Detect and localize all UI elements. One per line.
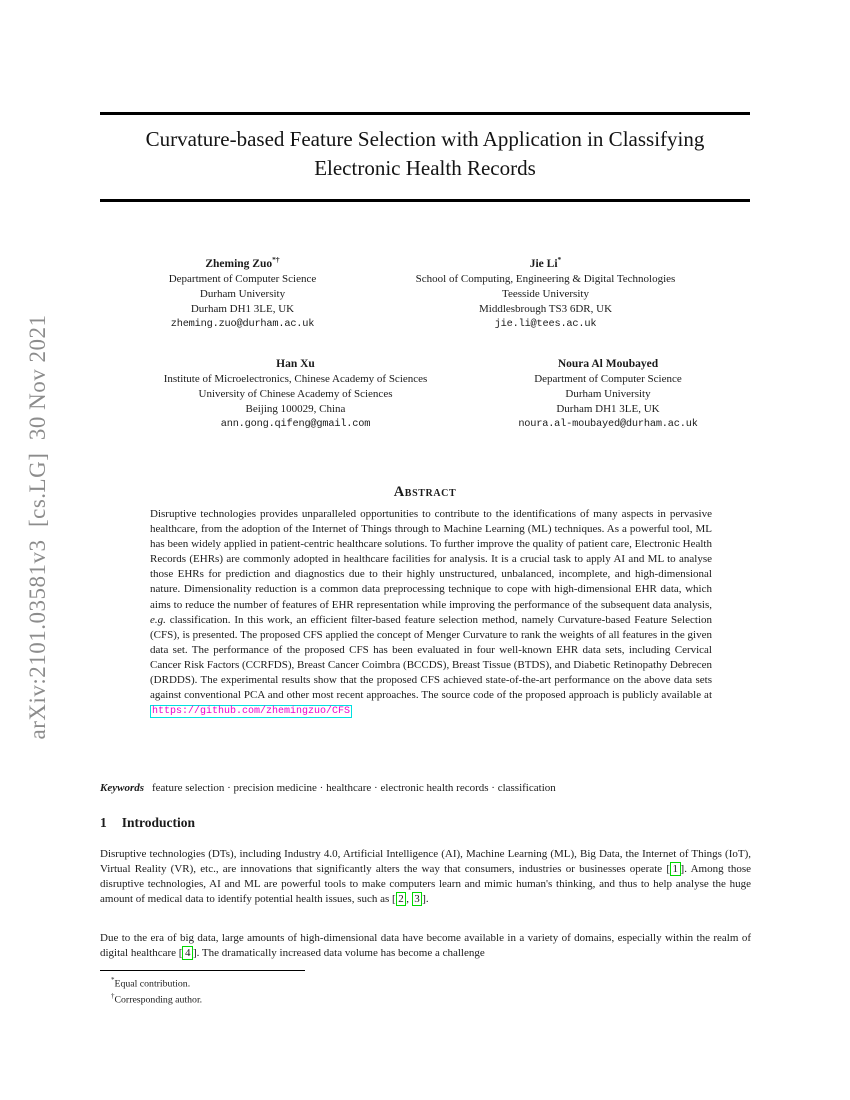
paper-title <box>100 125 750 183</box>
author-affiliation-line: Beijing 100029, China <box>245 402 346 415</box>
paragraph-text: ]. Among those disruptive technologies, AI and ML are powerful tools to make computers learn and mimic human's thinking, and thus to help analyse the huge amount of medical data to identify potential health issues, such as [ <box>100 863 751 905</box>
title-rule-bottom <box>100 199 750 202</box>
paragraph-text: ]. <box>422 893 429 905</box>
author-name-text: Noura Al Moubayed <box>557 357 659 370</box>
author-affiliation-line: Durham DH1 3LE, UK <box>190 302 295 315</box>
author-marks: *† <box>272 255 280 264</box>
intro-paragraph-1 <box>100 847 751 907</box>
paragraph-text: ]. The dramatically increased data volume has become a challenge <box>192 947 485 959</box>
author-marks: * <box>557 255 562 264</box>
paragraph-text: Disruptive technologies (DTs), including Industry 4.0, Artificial Intelligence (AI), Machine Learning (ML), Big Data, the Internet of Things (IoT), Virtual Reality (VR), etc., are innovations that significantly alters the way that consumers, industries or businesses operate [ <box>100 848 751 875</box>
author-name <box>100 252 385 272</box>
footnote-equal-contribution <box>100 974 750 990</box>
paper-title-line1: Curvature-based Feature Selection with Application in Classifying <box>145 127 705 151</box>
author-name-text: Zheming Zuo <box>205 257 273 270</box>
paragraph-text: Due to the era of big data, large amounts of high-dimensional data have become available in a variety of domains, especially within the realm of digital healthcare [ <box>100 932 751 959</box>
author-affiliation-line: Teesside University <box>502 287 589 300</box>
author-name <box>458 352 758 372</box>
keywords-text: feature selection · precision medicine · healthcare · electronic health records · classification <box>152 782 556 794</box>
author-affiliation-line: Durham University <box>565 387 651 400</box>
citation-link-3[interactable]: 3 <box>412 892 423 906</box>
author-affiliation-line: Institute of Microelectronics, Chinese Academy of Sciences <box>163 372 428 385</box>
keywords-line <box>100 781 751 796</box>
citation-link-4[interactable]: 4 <box>182 946 193 960</box>
author-block-noura-al-moubayed <box>458 352 758 432</box>
citation-link-2[interactable]: 2 <box>396 892 407 906</box>
footnote-text: Equal contribution. <box>114 978 191 990</box>
author-affiliation-line: Durham University <box>199 287 286 300</box>
arxiv-sidebar-stamp: arXiv:2101.03581v3 [cs.LG] 30 Nov 2021 <box>25 314 50 740</box>
footnote-mark: * <box>111 976 115 984</box>
intro-paragraph-2 <box>100 931 751 961</box>
keywords-label: Keywords <box>100 782 144 794</box>
author-email: zheming.zuo@durham.ac.uk <box>170 317 315 330</box>
author-affiliation-line: Durham DH1 3LE, UK <box>556 402 660 415</box>
footnote-rule <box>100 970 305 971</box>
author-name <box>378 252 713 272</box>
author-name-text: Jie Li <box>529 257 558 270</box>
abstract-text <box>150 507 712 719</box>
author-name <box>108 352 483 372</box>
author-affiliation-line: School of Computing, Engineering & Digital Technologies <box>415 272 676 285</box>
abstract-heading: Abstract <box>393 484 457 500</box>
footnote-text: Corresponding author. <box>114 994 203 1006</box>
author-email: ann.gong.qifeng@gmail.com <box>220 417 371 430</box>
footnote-mark: † <box>111 992 115 1001</box>
footnote-corresponding-author <box>100 990 750 1006</box>
author-block-han-xu <box>108 352 483 432</box>
author-affiliation-line: University of Chinese Academy of Sciences <box>198 387 393 400</box>
section-title: Introduction <box>121 815 196 830</box>
section-heading-introduction <box>100 815 751 831</box>
author-name-text: Han Xu <box>276 357 315 370</box>
paper-title-line2: Electronic Health Records <box>314 156 536 180</box>
abstract-segment: classification. In this work, an efficient filter-based feature selection method, namely Curvature-based Feature Selection (CFS), is presented. The proposed CFS applied the concept of Menger Curvature to rank the weights of all features in the given data set. The performance of the proposed CFS has been evaluated in four well-known EHR data sets, including Cervical Cancer Risk Factors (CCRFDS), Breast Cancer Coimbra (BCCDS), Breast Tissue (BTDS), and Diabetic Retinopathy Debrecen (DRDDS). The experimental results show that the proposed CFS achieved state-of-the-art performance on the above data sets against conventional PCA and other most recent approaches. The source code of the proposed approach is publicly available at <box>150 613 712 702</box>
abstract-segment-italic: e.g. <box>150 613 166 626</box>
author-email: noura.al-moubayed@durham.ac.uk <box>518 417 698 430</box>
github-repo-link[interactable]: https://github.com/zhemingzuo/CFS <box>152 706 351 718</box>
section-number: 1 <box>100 815 107 830</box>
author-block-jie-li <box>378 252 713 332</box>
paragraph-text: , <box>406 893 412 905</box>
author-block-zheming-zuo <box>100 252 385 332</box>
author-affiliation-line: Middlesbrough TS3 6DR, UK <box>478 302 613 315</box>
author-affiliation-line: Department of Computer Science <box>534 372 682 385</box>
title-rule-top <box>100 112 750 115</box>
citation-link-1[interactable]: 1 <box>670 862 681 876</box>
author-email: jie.li@tees.ac.uk <box>494 317 597 330</box>
author-affiliation-line: Department of Computer Science <box>168 272 317 285</box>
abstract-segment: Disruptive technologies provides unparalleled opportunities to contribute to the identifications of many aspects in pervasive healthcare, from the adoption of the Internet of Things through to Machine Learning (ML) techniques. As a powerful tool, ML has been widely applied in patient-centric healthcare solutions. To further improve the quality of patient care, Electronic Health Records (EHRs) are commonly adopted in healthcare facilities for analysis. It is a crucial task to apply AI and ML to analyse those EHRs for prediction and diagnostics due to their highly unstructured, unbalanced, incomplete, and high-dimensional nature. Dimensionality reduction is a common data preprocessing technique to cope with high-dimensional EHR data, which aims to reduce the number of features of EHR representation while improving the performance of the subsequent data analysis, <box>150 508 712 611</box>
footnotes <box>100 974 750 1007</box>
